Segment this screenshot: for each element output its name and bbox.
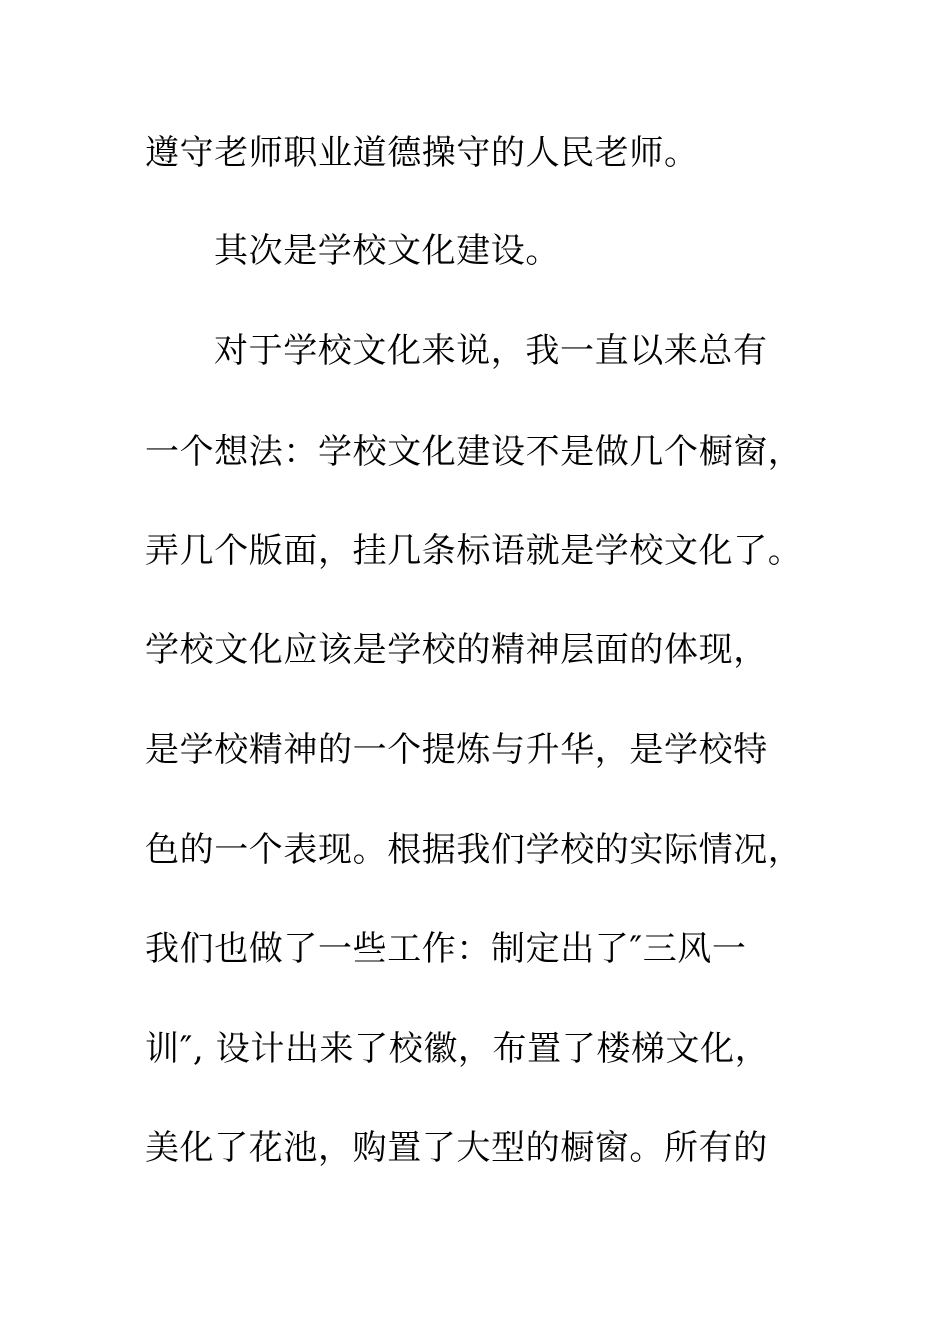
text-line-1: 遵守老师职业道德操守的人民老师。: [145, 133, 699, 173]
text-line-6: 学校文化应该是学校的精神层面的体现，: [145, 630, 768, 670]
text-line-7: 是学校精神的一个提炼与升华，是学校特: [145, 730, 768, 770]
text-line-4: 一个想法：学校文化建设不是做几个橱窗，: [145, 432, 803, 472]
text-line-10: 训″, 设计出来了校徽，布置了楼梯文化，: [145, 1029, 770, 1069]
text-line-11: 美化了花池，购置了大型的橱窗。所有的: [145, 1128, 768, 1168]
text-line-5: 弄几个版面，挂几条标语就是学校文化了。: [145, 531, 803, 571]
text-line-9: 我们也做了一些工作：制定出了″三风一: [145, 929, 747, 969]
text-line-8: 色的一个表现。根据我们学校的实际情况，: [145, 830, 803, 870]
text-line-2: 其次是学校文化建设。: [214, 231, 560, 271]
text-line-3: 对于学校文化来说，我一直以来总有: [214, 331, 768, 371]
